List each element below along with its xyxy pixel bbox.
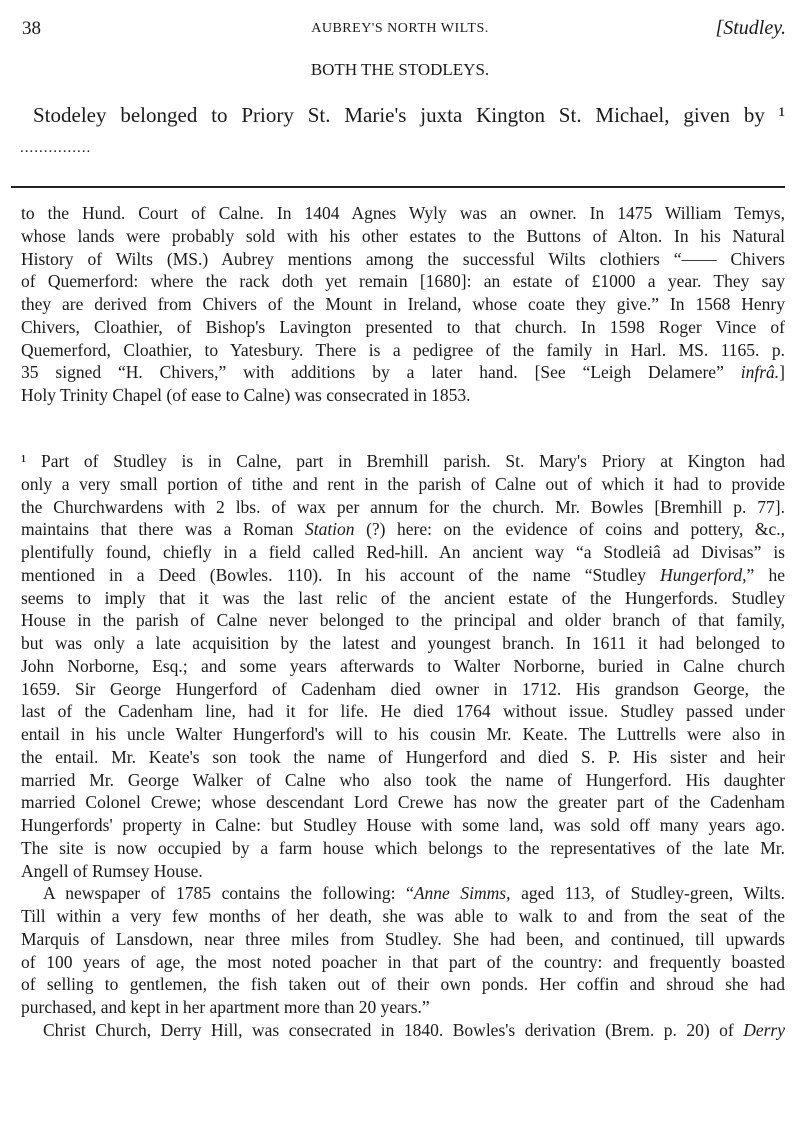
text-segment: House in the parish of Calne never belonged to the principal and older branch of that family, [21, 610, 785, 631]
text-segment: Quemerford, Cloathier, to Yatesbury. There is a pedigree of the family in Harl. MS. 1165. p. [21, 339, 785, 360]
italic-text: Anne Simms, [413, 883, 511, 904]
text-segment: (?) here: on the evidence of coins and pottery, &c., [354, 519, 785, 540]
text-segment: Marquis of Lansdown, near three miles from Studley. She had been, and continued, till upwards [21, 928, 785, 949]
text-line [21, 450, 785, 473]
text-line [21, 632, 785, 655]
text-line [21, 655, 785, 678]
text-line [21, 860, 785, 883]
text-line [21, 270, 785, 293]
text-line [21, 609, 785, 632]
text-segment: only a very small portion of tithe and rent in the parish of Calne out of which it had to provide [21, 473, 785, 494]
ellipsis-dots: ............... [20, 140, 92, 156]
text-segment: Till within a very few months of her death, she was able to walk to and from the seat of the [21, 906, 785, 926]
text-line [21, 518, 785, 541]
text-segment: married Mr. George Walker of Calne who also took the name of Hungerford. His daughter [21, 769, 785, 790]
text-segment: John Norborne, Esq.; and some years afterwards to Walter Norborne, buried in Calne church [21, 655, 785, 676]
text-segment: whose lands were probably sold with his other estates to the Buttons of Alton. In his Natural [21, 225, 785, 246]
text-segment: of 100 years of age, the most noted poacher in that part of the country: and frequently boasted [21, 951, 785, 972]
text-line [21, 882, 785, 905]
text-segment: Chivers, Cloathier, of Bishop's Lavington presented to that church. In 1598 Roger Vince of [21, 316, 785, 337]
text-line [21, 1019, 785, 1042]
text-segment: ” he [746, 564, 785, 585]
text-line [21, 814, 785, 837]
text-line [21, 384, 785, 407]
text-segment: seems to imply that it was the last relic of the ancient estate of the Hungerfords. Studley [21, 587, 785, 608]
text-line [21, 973, 785, 996]
text-line [21, 587, 785, 610]
text-segment: purchased, and kept in her apartment more than 20 years.” [21, 997, 430, 1017]
italic-text: infrâ. [740, 362, 780, 383]
text-segment: of Quemerford: where the rack doth yet remain [1680]: an estate of £1000 a year. They say [21, 271, 785, 292]
footnote-text [21, 450, 785, 1042]
text-line [21, 316, 785, 339]
section-marker: [Studley. [715, 17, 786, 39]
section-title: BOTH THE STODLEYS. [310, 60, 490, 79]
text-line [21, 361, 785, 384]
text-line [21, 928, 785, 951]
text-line [21, 905, 785, 928]
text-line [21, 791, 785, 814]
running-title: AUBREY'S NORTH WILTS. [311, 21, 489, 36]
text-segment: Angell of Rumsey House. [21, 860, 203, 881]
text-segment: mentioned in a Deed (Bowles. 110). In his account of the name “Studley [21, 564, 661, 585]
main-text [21, 202, 785, 407]
text-segment: the entail. Mr. Keate's son took the name of Hungerford and died S. P. His sister and heir [21, 746, 785, 767]
text-line [21, 769, 785, 792]
horizontal-rule [11, 186, 785, 188]
text-line [21, 339, 785, 362]
text-line [21, 678, 785, 701]
text-segment: Christ Church, Derry Hill, was consecrated in 1840. Bowles's derivation (Brem. p. 20) of [43, 1019, 744, 1040]
italic-text: Hungerford, [660, 564, 747, 585]
text-segment: maintains that there was a Roman [21, 519, 305, 540]
text-line [21, 564, 785, 587]
text-line [21, 951, 785, 974]
text-segment: entail in his uncle Walter Hungerford's will to his cousin Mr. Keate. The Luttrells were also in [21, 724, 785, 744]
text-line [21, 248, 785, 271]
text-segment: A newspaper of 1785 contains the following: “ [43, 883, 414, 904]
lead-sentence: Stodeley belonged to Priory St. Marie's juxta Kington St. Michael, given by ¹ [33, 103, 785, 127]
text-segment: aged 113, of Studley-green, Wilts. [510, 883, 785, 904]
text-line [21, 837, 785, 860]
text-line [21, 541, 785, 564]
text-line [21, 746, 785, 769]
text-line [21, 202, 785, 225]
text-segment: History of Wilts (MS.) Aubrey mentions among the successful Wilts clothiers “—— Chivers [21, 248, 785, 269]
text-segment: 35 signed “H. Chivers,” with additions by a later hand. [See “Leigh Delamere” [21, 362, 741, 383]
text-line [21, 293, 785, 316]
text-line [21, 723, 785, 746]
text-segment: plentifully found, chiefly in a field called Red-hill. An ancient way “a Stodleiâ ad Divisas” is [21, 542, 785, 562]
italic-text: Derry [743, 1019, 785, 1040]
text-line [21, 700, 785, 723]
text-segment: The site is now occupied by a farm house which belongs to the representatives of the late Mr. [21, 837, 785, 858]
text-segment: they are derived from Chivers of the Mount in Ireland, whose coate they give.” In 1568 Henry [21, 294, 785, 314]
text-segment: to the Hund. Court of Calne. In 1404 Agnes Wyly was an owner. In 1475 William Temys, [21, 203, 785, 223]
text-segment: of selling to gentlemen, the fish taken out of their own ponds. Her coffin and shroud she had [21, 974, 785, 995]
text-segment: last of the Cadenham line, had it for life. He died 1764 without issue. Studley passed under [21, 701, 785, 722]
italic-text: Station [304, 519, 355, 540]
text-segment: Hungerfords' property in Calne: but Studley House with some land, was sold off many years ago. [21, 815, 785, 835]
text-segment: the Churchwardens with 2 lbs. of wax per annum for the church. Mr. Bowles [Bremhill p. 77]. [21, 496, 785, 517]
text-segment: ¹ Part of Studley is in Calne, part in Bremhill parish. St. Mary's Priory at Kington had [21, 451, 785, 471]
text-line [21, 996, 785, 1019]
text-segment: married Colonel Crewe; whose descendant Lord Crewe has now the greater part of the Cadenham [21, 792, 785, 813]
text-segment: Holy Trinity Chapel (of ease to Calne) was consecrated in 1853. [21, 385, 471, 405]
text-line [21, 473, 785, 496]
text-segment: 1659. Sir George Hungerford of Cadenham died owner in 1712. His grandson George, the [21, 678, 785, 699]
text-line [21, 225, 785, 248]
text-line [21, 496, 785, 519]
page-number: 38 [22, 18, 41, 39]
text-segment: ] [779, 362, 785, 383]
text-segment: but was only a late acquisition by the latest and youngest branch. In 1611 it had belonged to [21, 633, 785, 653]
